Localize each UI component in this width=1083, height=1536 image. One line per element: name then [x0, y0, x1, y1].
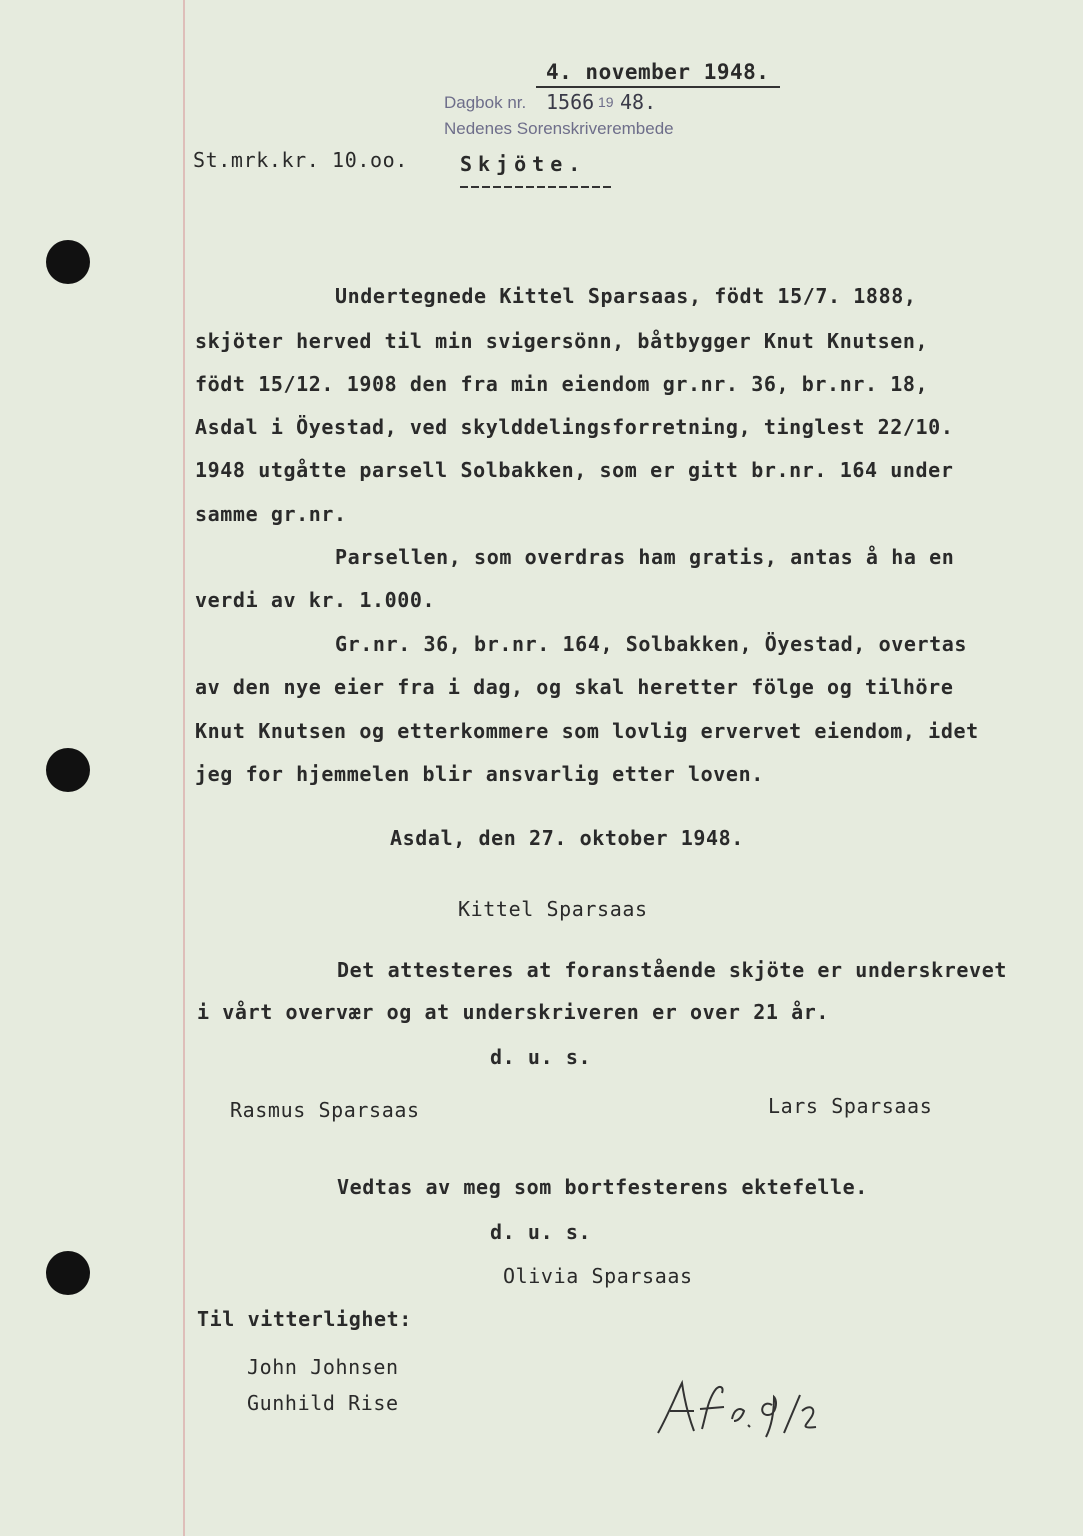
- punch-hole-middle: [46, 748, 90, 792]
- record-date: 4. november 1948.: [546, 60, 770, 84]
- signer-name: Kittel Sparsaas: [458, 897, 648, 921]
- spouse-signer: Olivia Sparsaas: [503, 1264, 693, 1288]
- margin-rule: [183, 0, 185, 1536]
- body-line-5: 1948 utgåtte parsell Solbakken, som er gitt br.nr. 164 under: [195, 458, 954, 482]
- place-date: Asdal, den 27. oktober 1948.: [390, 826, 744, 850]
- body-line-11: Knut Knutsen og etterkommere som lovlig ervervet eiendom, idet: [195, 719, 979, 743]
- body-line-8: verdi av kr. 1.000.: [195, 588, 436, 612]
- vitterlighet-label: Til vitterlighet:: [197, 1307, 412, 1331]
- punch-hole-top: [46, 240, 90, 284]
- attest-line-1: Det attesteres at foranstående skjöte er underskrevet: [337, 958, 1007, 982]
- handwritten-note: [650, 1375, 850, 1445]
- date-underline: [536, 86, 780, 88]
- witness-left: Rasmus Sparsaas: [230, 1098, 420, 1122]
- body-line-2: skjöter herved til min svigersönn, båtbygger Knut Knutsen,: [195, 329, 929, 353]
- attest-line-2: i vårt overvær og at underskriveren er over 21 år.: [197, 1000, 830, 1024]
- document-title: Skjöte.: [460, 152, 587, 176]
- stamp-fee: St.mrk.kr. 10.oo.: [193, 148, 408, 172]
- body-line-10: av den nye eier fra i dag, og skal heretter fölge og tilhöre: [195, 675, 954, 699]
- dagbok-label: Dagbok nr.: [444, 93, 527, 112]
- vitterlighet-name-2: Gunhild Rise: [247, 1391, 399, 1415]
- witness-right: Lars Sparsaas: [768, 1094, 933, 1118]
- body-line-6: samme gr.nr.: [195, 502, 347, 526]
- dus-2: d. u. s.: [490, 1220, 592, 1244]
- vitterlighet-name-1: John Johnsen: [247, 1355, 399, 1379]
- dagbok-number: 1566: [546, 90, 595, 114]
- punch-hole-bottom: [46, 1251, 90, 1295]
- body-line-12: jeg for hjemmelen blir ansvarlig etter loven.: [195, 762, 764, 786]
- body-line-3: födt 15/12. 1908 den fra min eiendom gr.nr. 36, br.nr. 18,: [195, 372, 929, 396]
- spouse-line: Vedtas av meg som bortfesterens ektefelle.: [337, 1175, 868, 1199]
- body-line-4: Asdal i Öyestad, ved skylddelingsforretning, tinglest 22/10.: [195, 415, 954, 439]
- office-stamp: Nedenes Sorenskriverembede: [444, 119, 674, 138]
- body-line-1: Undertegnede Kittel Sparsaas, födt 15/7. 1888,: [335, 284, 917, 308]
- title-underline: [460, 186, 612, 188]
- dagbok-year: 48.: [620, 90, 657, 114]
- dagbok-year-prefix: 19: [598, 94, 614, 110]
- body-line-7: Parsellen, som overdras ham gratis, antas å ha en: [335, 545, 955, 569]
- dus-1: d. u. s.: [490, 1045, 592, 1069]
- body-line-9: Gr.nr. 36, br.nr. 164, Solbakken, Öyestad, overtas: [335, 632, 968, 656]
